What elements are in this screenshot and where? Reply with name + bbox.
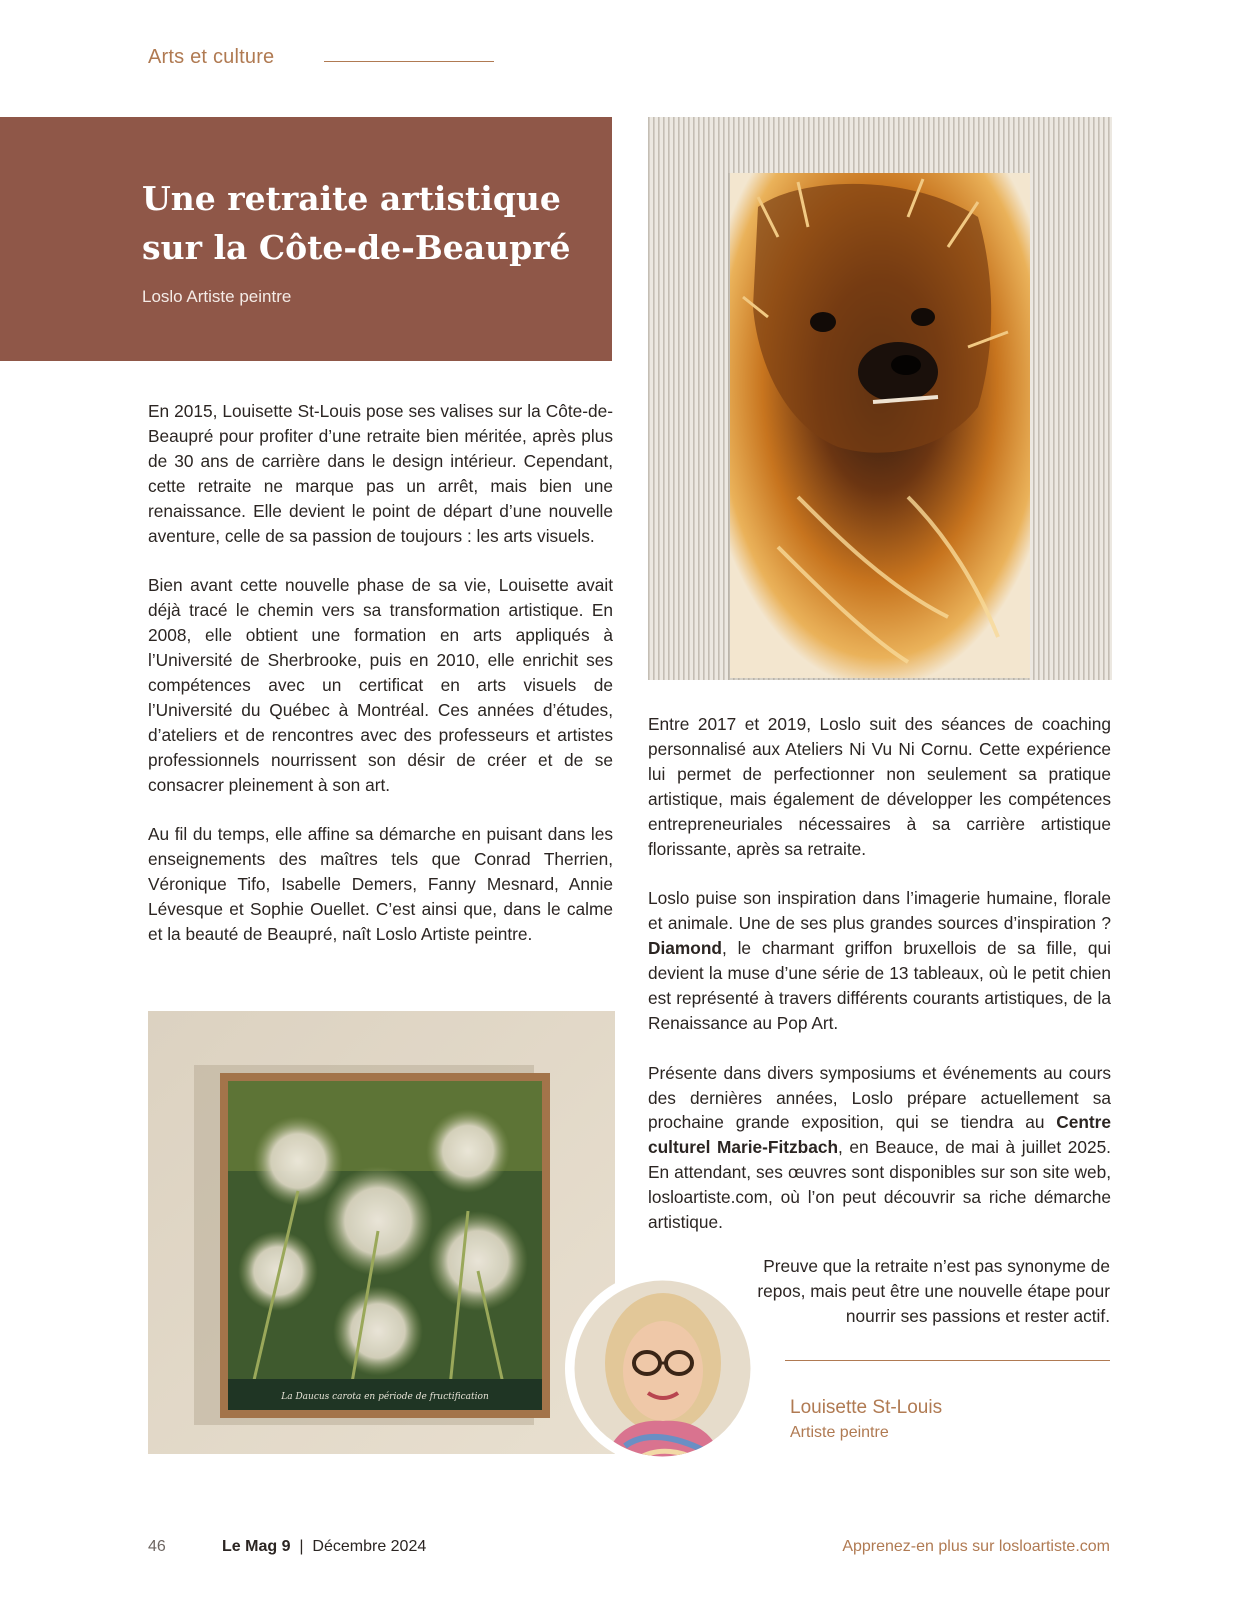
paragraph-3: Au fil du temps, elle affine sa démarche en puisant dans les enseignements des maîtres tels que Conrad Therrien, Véronique Tifo, Isabelle Demers, Fanny Mesnard, Annie Lévesque et Sophie Ouellet. C’est ainsi que, dans le calme et la beauté de Beaupré, naît Loslo Artiste peintre. [148,824,613,944]
section-rule [324,61,494,62]
paragraph-5-text-a: Loslo puise son inspiration dans l’imagerie humaine, florale et animale. Une de ses plus grandes sources d’inspiration ? [648,888,1111,934]
highlight-diamond: Diamond [648,938,722,959]
dog-painting-image [648,117,1112,680]
flower-painting-image [148,1011,615,1454]
paragraph-1: En 2015, Louisette St-Louis pose ses valises sur la Côte-de-Beaupré pour profiter d’une retraite bien méritée, après plus de 30 ans de carrière dans le design intérieur. Cependant, cette retraite ne marque pas un arrêt, mais bien une renaissance. Elle devient le point de départ d’une nouvelle aventure, celle de sa passion de toujours : les arts visuels. [148,401,613,546]
title-block [0,117,612,361]
quote-rule [785,1360,1110,1361]
magazine-name: Le Mag 9 [222,1538,291,1555]
issue-date: Décembre 2024 [312,1538,427,1555]
article-column-right [648,712,1111,1235]
section-label: Arts et culture [148,46,275,68]
artist-portrait-image [565,1271,760,1466]
paragraph-4: Entre 2017 et 2019, Loslo suit des séances de coaching personnalisé aux Ateliers Ni Vu Ni Cornu. Cette expérience lui permet de perfectionner non seulement sa pratique artistique, mais également de développer les compétences entrepreneuriales nécessaires à sa carrière artistique florissante, après sa retraite. [648,714,1111,859]
article-subtitle: Loslo Artiste peintre [142,287,292,306]
signature-role: Artiste peintre [790,1424,889,1441]
footer-magazine [222,1538,426,1556]
article-title-line-1: Une retraite artistique [142,179,561,218]
article-column-left [148,399,613,947]
paragraph-6-text-b: , en Beauce, de mai à juillet 2025. En attendant, ses œuvres sont disponibles sur son site web, losloartiste.com, où l’on peut découvrir sa riche démarche artistique. [648,1137,1111,1233]
article-title-line-2: sur la Côte-de-Beaupré [142,228,571,267]
paragraph-6-text-a: Présente dans divers symposiums et événements au cours des dernières années, Loslo prépare actuellement sa prochaine grande exposition, qui se tiendra au [648,1062,1111,1133]
page-number: 46 [148,1538,166,1555]
footer-website-link[interactable]: Apprenez-en plus sur losloartiste.com [842,1538,1110,1555]
footer-separator: | [299,1538,304,1555]
highlight-centre-culturel: Centre culturel Marie-Fitzbach [648,1112,1111,1158]
pull-quote: Preuve que la retraite n’est pas synonyme de repos, mais peut être une nouvelle étape pour nourrir ses passions et rester actif. [757,1256,1110,1326]
paragraph-5 [648,886,1111,1035]
article-title [142,174,602,272]
paragraph-5-text-b: , le charmant griffon bruxellois de sa fille, qui devient la muse d’une série de 13 tableaux, où le petit chien est représenté à travers différents courants artistiques, de la Renaissance au Pop Art. [648,938,1111,1033]
paragraph-2: Bien avant cette nouvelle phase de sa vie, Louisette avait déjà tracé le chemin vers sa transformation artistique. En 2008, elle obtient une formation en arts appliqués à l’Université de Sherbrooke, puis en 2010, elle enrichit ses compétences avec un certificat en arts visuels de l’Université du Québec à Montréal. Ces années d’études, d’ateliers et de rencontres avec des professeurs et artistes professionnels nourrissent son désir de créer et de se consacrer pleinement à son art. [148,575,613,795]
signature-name: Louisette St-Louis [790,1397,943,1418]
paragraph-6 [648,1061,1111,1235]
painting-caption: La Daucus carota en période de fructification [281,1392,489,1402]
